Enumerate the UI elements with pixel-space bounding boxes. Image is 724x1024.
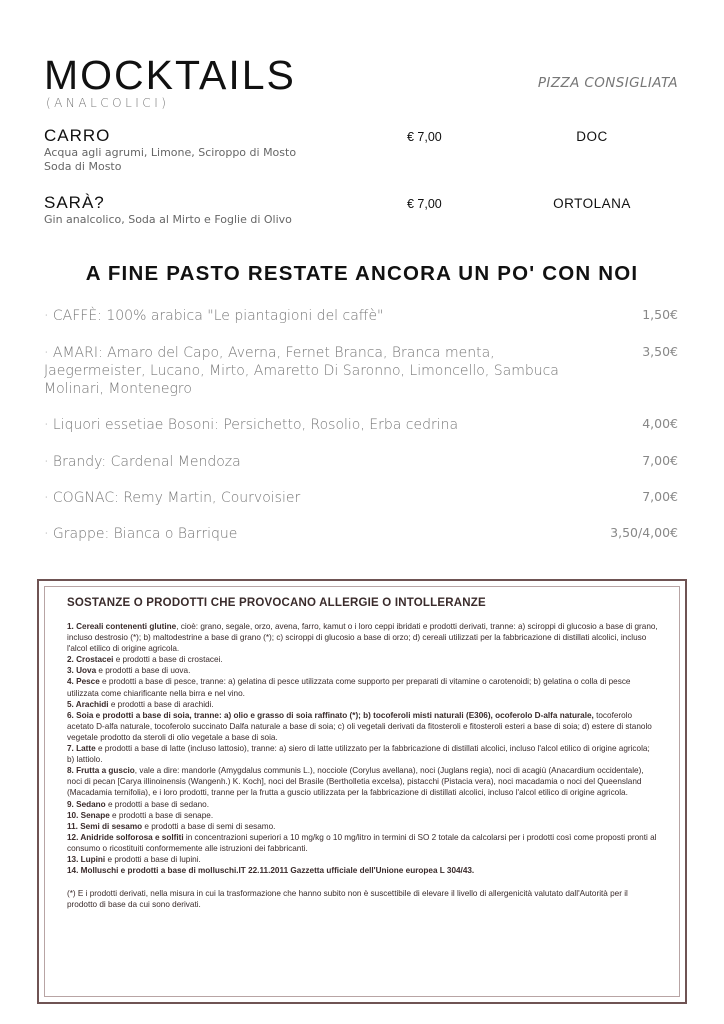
allergen-item	[67, 665, 659, 676]
after-meal-price: 7,00€	[642, 489, 678, 504]
allergen-item-name: 8. Frutta a guscio	[67, 766, 135, 776]
mocktail-price: € 7,00	[407, 197, 442, 211]
allergen-item	[67, 699, 659, 710]
mocktail-name: CARRO	[44, 126, 111, 145]
allergen-item-detail: e prodotti a base di crostacei.	[113, 655, 223, 665]
allergen-item-detail: e prodotti a base di pesce, tranne: a) gelatina di pesce utilizzata come supporto per preparati di vitamine o carotenoidi; b) gelatina o colla di pesce utilizzata come chiarificante nella birra e nel vino.	[67, 677, 631, 698]
allergen-item	[67, 799, 659, 810]
after-meal-heading: A FINE PASTO RESTATE ANCORA UN PO' CON NOI	[85, 262, 639, 285]
mocktail-pizza: DOC	[576, 129, 608, 144]
allergen-box-inner	[44, 586, 680, 997]
page-subtitle: (ANALCOLICI)	[46, 96, 170, 110]
allergen-item-name: 14. Molluschi e prodotti a base di molluschi.IT 22.11.2011 Gazzetta ufficiale dell'Unione europea L 304/43.	[67, 866, 475, 876]
allergen-item-detail: , vale a dire: mandorle (Amygdalus communis L.), nocciole (Corylus avellana), noci (Juglans regia), noci di acagiù (Anacardium occidentale), noci di pecan [Carya illinoinensis (Wangenh.) K. Koch], noci del Brasile (Bertholletia excelsa), pistacchi (Pistacia vera), noci macadamia o noci del Queensland (Macadamia ternifolia), e i loro prodotti, tranne per la frutta a guscio utilizzata per la fabbricazione di distillati alcolici, incluso l'alcol etilico di origine agricola.	[67, 766, 644, 798]
allergen-item-name: 3. Uova	[67, 666, 97, 676]
allergen-item-name: 6. Soia e prodotti a base di soia, tranne: a) olio e grasso di soia raffinato (*); b) tocoferoli misti naturali (E306), ocoferolo D-alfa naturale,	[67, 710, 594, 720]
allergen-item	[67, 765, 659, 798]
mocktail-price: € 7,00	[407, 130, 442, 144]
mocktail-item	[44, 193, 684, 227]
allergen-item-name: 2. Crostacei	[67, 655, 114, 665]
allergen-item-name: 11. Semi di sesamo	[67, 821, 143, 831]
allergen-item	[67, 821, 659, 832]
after-meal-item	[44, 344, 678, 398]
allergen-item-name: 7. Latte	[67, 744, 96, 754]
after-meal-text: · AMARI: Amaro del Capo, Averna, Fernet Branca, Branca menta, Jaegermeister, Lucano, Mirto, Amaretto Di Saronno, Limoncello, Sambuca Molinari, Montenegro	[44, 345, 559, 397]
allergen-item-name: 10. Senape	[67, 810, 110, 820]
allergen-item	[67, 810, 659, 821]
allergen-item	[67, 854, 659, 865]
allergen-box	[37, 579, 687, 1004]
allergen-item-name: 5. Arachidi	[67, 699, 109, 709]
after-meal-text: · COGNAC: Remy Martin, Courvoisier	[44, 490, 301, 506]
allergen-item-detail: in concentrazioni superiori a 10 mg/kg o 10 mg/litro in termini di SO 2 totale da calcolarsi per i prodotti così come proposti pronti al consumo o ricostituiti conformemente alle istruzioni dei fabbricanti.	[67, 832, 657, 853]
allergen-item-detail: tocoferolo acetato D-alfa naturale, tocoferolo succinato Dalfa naturale a base di soia; c) oli vegetali derivati da fitosteroli e fitosteroli esteri a base di soia; d) estere di stanolo vegetale prodotto da steroli di olio vegetale a base di soia.	[67, 710, 652, 742]
pizza-column-header: PIZZA CONSIGLIATA	[537, 75, 678, 91]
allergen-item	[67, 865, 659, 876]
allergen-item-detail: e prodotti a base di lupini.	[105, 854, 201, 864]
page-title: MOCKTAILS	[44, 52, 296, 98]
after-meal-price: 1,50€	[642, 307, 678, 322]
allergen-item-name: 4. Pesce	[67, 677, 100, 687]
allergen-item-detail: e prodotti a base di senape.	[109, 810, 214, 820]
mocktail-name: SARÀ?	[44, 193, 105, 212]
after-meal-item	[44, 307, 678, 325]
after-meal-item	[44, 453, 678, 471]
mocktail-pizza: ORTOLANA	[553, 196, 631, 211]
after-meal-text: · Grappe: Bianca o Barrique	[44, 526, 238, 542]
after-meal-price: 4,00€	[642, 416, 678, 431]
allergen-list	[67, 621, 659, 876]
after-meal-price: 3,50/4,00€	[610, 525, 678, 540]
allergen-footnote: (*) E i prodotti derivati, nella misura in cui la trasformazione che hanno subito non è suscettibile di elevare il livello di allergenicità valutato dall'Autorità per il prodotto di base da cui sono derivati.	[67, 889, 628, 910]
allergen-item-name: 1. Cereali contenenti glutine	[67, 622, 177, 631]
allergen-item-detail: , cioè: grano, segale, orzo, avena, farro, kamut o i loro ceppi ibridati e prodotti derivati, tranne: a) sciroppi di glucosio a base di grano, incluso destrosio (*); b) maltodestrine a base di grano (*); c) sciroppi di glucosio a base di orzo; d) cereali utilizzati per la fabbricazione di distillati alcolici, incluso l'alcol etilico di origine agricola.	[67, 622, 658, 654]
allergen-item	[67, 832, 659, 854]
allergen-item-name: 13. Lupini	[67, 854, 106, 864]
allergen-item-detail: e prodotti a base di latte (incluso lattosio), tranne: a) siero di latte utilizzato per la fabbricazione di distillati alcolici, incluso l'alcol etilico di origine agricola; b) lattiolo.	[67, 744, 650, 765]
allergen-item-detail: e prodotti a base di arachidi.	[108, 699, 214, 709]
mocktail-item	[44, 126, 684, 174]
mocktail-description: Gin analcolico, Soda al Mirto e Foglie di Olivo	[44, 213, 292, 226]
after-meal-item	[44, 525, 678, 543]
after-meal-item	[44, 489, 678, 507]
allergen-item	[67, 621, 659, 654]
after-meal-price: 7,00€	[642, 453, 678, 468]
after-meal-item	[44, 416, 678, 434]
after-meal-text: · Brandy: Cardenal Mendoza	[44, 454, 241, 470]
allergen-item	[67, 654, 659, 665]
allergen-item-detail: e prodotti a base di sedano.	[105, 799, 210, 809]
allergen-item	[67, 710, 659, 743]
after-meal-text: · CAFFÈ: 100% arabica "Le piantagioni del caffè"	[44, 308, 384, 324]
allergen-item-detail: e prodotti a base di uova.	[96, 666, 191, 676]
allergen-title: SOSTANZE O PRODOTTI CHE PROVOCANO ALLERGIE O INTOLLERANZE	[67, 597, 486, 609]
mocktail-description: Acqua agli agrumi, Limone, Sciroppo di Mosto Soda di Mosto	[44, 146, 297, 173]
allergen-item-name: 9. Sedano	[67, 799, 106, 809]
after-meal-price: 3,50€	[642, 344, 678, 359]
allergen-item-detail: e prodotti a base di semi di sesamo.	[142, 821, 276, 831]
allergen-item	[67, 676, 659, 698]
allergen-item-name: 12. Anidride solforosa e solfiti	[67, 832, 184, 842]
after-meal-text: · Liquori essetiae Bosoni: Persichetto, Rosolio, Erba cedrina	[44, 417, 459, 433]
allergen-item	[67, 743, 659, 765]
